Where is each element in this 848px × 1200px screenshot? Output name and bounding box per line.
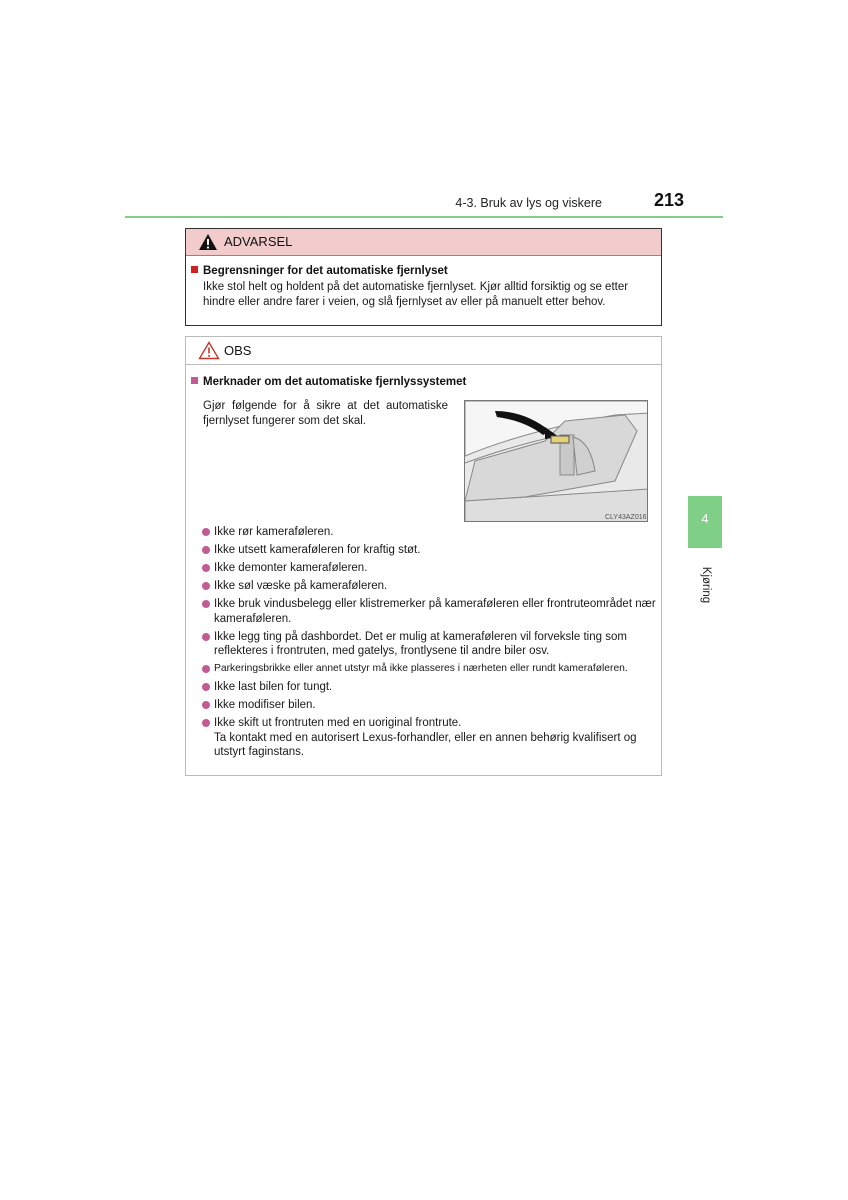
bullet-dot-icon	[202, 719, 210, 727]
notice-label: OBS	[224, 343, 252, 358]
bullet-dot-icon	[202, 546, 210, 554]
red-square-icon	[191, 266, 198, 273]
caution-triangle-icon	[198, 341, 220, 360]
notice-header	[186, 337, 661, 365]
bullet-dot-icon	[202, 683, 210, 691]
image-code: CLY43AZ016	[605, 514, 647, 521]
bullet-dot-icon	[202, 665, 210, 673]
chapter-tab[interactable]: 4	[688, 496, 722, 548]
bullet-dot-icon	[202, 600, 210, 608]
list-item: Ikke søl væske på kameraføleren.	[202, 579, 660, 594]
list-item: Ikke last bilen for tungt.	[202, 680, 660, 695]
bullet-dot-icon	[202, 701, 210, 709]
bullet-dot-icon	[202, 528, 210, 536]
warning-text: Ikke stol helt og holdent på det automatiske fjernlyset. Kjør alltid forsiktig og se etter hindre eller andre farer i veien, og slå fjernlyset av eller på manuelt etter behov.	[203, 281, 629, 308]
list-item: Ikke rør kameraføleren.	[202, 525, 660, 540]
list-item: Ikke bruk vindusbelegg eller klistremerker på kameraføleren eller frontruteområdet nær kameraføleren.	[202, 597, 660, 626]
bullet-dot-icon	[202, 633, 210, 641]
warning-header	[186, 229, 661, 256]
warning-heading: Begrensninger for det automatiske fjernlyset	[191, 265, 656, 277]
warning-triangle-icon	[198, 233, 218, 251]
notice-bullet-list	[202, 525, 660, 763]
chapter-tab-label: Kjøring	[700, 566, 712, 604]
warning-body	[191, 265, 656, 310]
camera-sensor-illustration	[464, 400, 648, 522]
list-item: Ikke skift ut frontruten med en uoriginal frontrute. Ta kontakt med en autorisert Lexus-forhandler, eller en annen behørig kvalifisert og utstyrt faginstans.	[202, 716, 660, 760]
notice-box	[185, 336, 662, 776]
list-item: Ikke demonter kameraføleren.	[202, 561, 660, 576]
bullet-dot-icon	[202, 564, 210, 572]
warning-label: ADVARSEL	[224, 234, 293, 249]
notice-intro: Gjør følgende for å sikre at det automatiske fjernlyset fungerer som det skal.	[203, 400, 448, 427]
list-item: Ikke utsett kameraføleren for kraftig støt.	[202, 543, 660, 558]
bullet-dot-icon	[202, 582, 210, 590]
notice-heading: Merknader om det automatiske fjernlyssystemet	[191, 376, 466, 388]
list-item: Ikke legg ting på dashbordet. Det er mulig at kameraføleren vil forveksle ting som reflekteres i frontruten, med gatelys, frontlysene til andre biler osv.	[202, 630, 660, 659]
page-number: 213	[653, 190, 684, 210]
warning-box	[185, 228, 662, 326]
section-title: 4-3. Bruk av lys og viskere	[455, 196, 602, 210]
list-item: Ikke modifiser bilen.	[202, 698, 660, 713]
windshield-camera-drawing	[465, 401, 648, 522]
header-rule	[125, 216, 723, 218]
pink-square-icon	[191, 377, 198, 384]
list-item: Parkeringsbrikke eller annet utstyr må ikke plasseres i nærheten eller rundt kameraføleren.	[202, 662, 660, 677]
